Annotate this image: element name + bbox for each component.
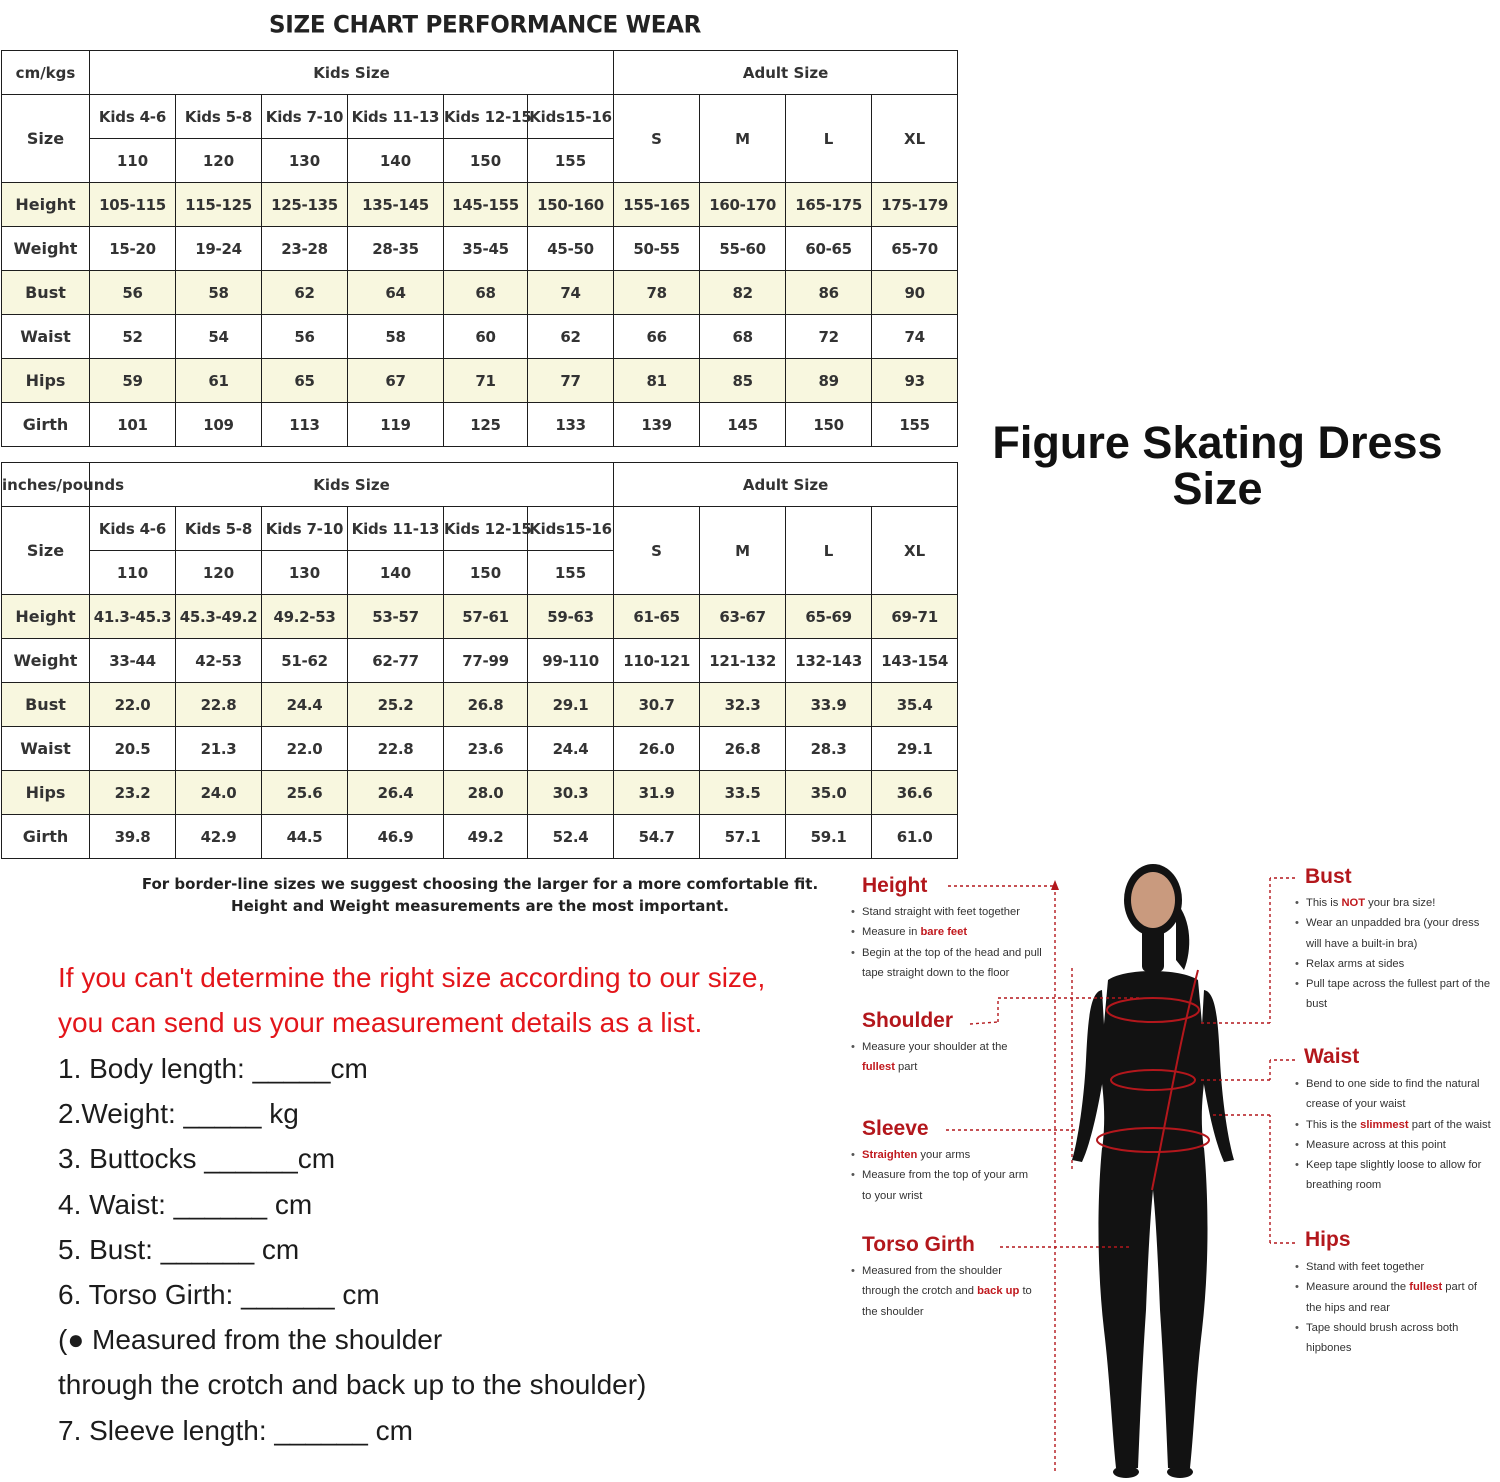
table-cell: 143-154 (872, 639, 958, 683)
guide-bullet-text: your bra size! (1365, 897, 1436, 909)
guide-bullet-text: Pull tape across the fullest part of the bust (1306, 978, 1491, 1011)
metric-size-table (1, 50, 958, 447)
guide-bullet (1297, 954, 1492, 974)
guide-bullet (1297, 893, 1492, 913)
table-cell: 65-70 (872, 227, 958, 271)
guide-sleeve-list (853, 1145, 1039, 1206)
guide-bullet (853, 1145, 1039, 1165)
adult-size-label: M (700, 95, 786, 183)
kids-size-label: Kids 7-10 (262, 95, 348, 139)
row-label: Height (2, 595, 90, 639)
table-cell: 63-67 (700, 595, 786, 639)
guide-bullet (853, 902, 1043, 922)
table-cell: 41.3-45.3 (90, 595, 176, 639)
table-cell: 23.6 (444, 727, 528, 771)
guide-bullet-highlight: Straighten (862, 1149, 918, 1161)
table-cell: 119 (348, 403, 444, 447)
table-cell: 68 (700, 315, 786, 359)
table-cell: 59.1 (786, 815, 872, 859)
table-cell: 78 (614, 271, 700, 315)
kids-size-number: 120 (176, 139, 262, 183)
table-row (2, 271, 958, 315)
table-cell: 26.0 (614, 727, 700, 771)
table-cell: 133 (528, 403, 614, 447)
guide-bullet-text: to the shoulder (862, 1285, 1032, 1318)
table-cell: 77-99 (444, 639, 528, 683)
row-label: Hips (2, 771, 90, 815)
adult-size-label: L (786, 95, 872, 183)
table-row (2, 403, 958, 447)
table-cell: 25.6 (262, 771, 348, 815)
table-cell: 49.2 (444, 815, 528, 859)
guide-bust-title: Bust (1305, 865, 1352, 888)
table-row (2, 639, 958, 683)
table-cell: 57.1 (700, 815, 786, 859)
table-cell: 36.6 (872, 771, 958, 815)
imperial-size-table (1, 462, 958, 859)
guide-bullet (1297, 974, 1492, 1015)
table-cell: 42.9 (176, 815, 262, 859)
guide-bullet-text: Measure in (862, 926, 921, 939)
table-cell: 23-28 (262, 227, 348, 271)
table-row (2, 359, 958, 403)
kids-size-label: Kids15-16 (528, 95, 614, 139)
guide-bullet (853, 922, 1043, 942)
table-cell: 57-61 (444, 595, 528, 639)
guide-bust-list (1297, 893, 1492, 1015)
table-row (2, 315, 958, 359)
guide-bullet-text: Wear an unpadded bra (your dress will have a built-in bra) (1306, 917, 1480, 950)
guide-shoulder-title: Shoulder (862, 1009, 954, 1032)
guide-bullet (1297, 1318, 1492, 1359)
table-cell: 60-65 (786, 227, 872, 271)
height-arrow (1051, 880, 1059, 890)
kids-size-number: 140 (348, 139, 444, 183)
adult-size-header: Adult Size (614, 463, 958, 507)
kids-size-label: Kids 11-13 (348, 507, 444, 551)
kids-size-header: Kids Size (90, 463, 614, 507)
table-row (2, 595, 958, 639)
guide-bullet-text: Tape should brush across both hipbones (1306, 1321, 1459, 1355)
kids-size-number: 130 (262, 551, 348, 595)
table-cell: 20.5 (90, 727, 176, 771)
row-label: Girth (2, 403, 90, 447)
guide-shoulder-list (853, 1037, 1023, 1078)
adult-size-label: XL (872, 95, 958, 183)
guide-bullet-text: Stand straight with feet together (862, 906, 1020, 918)
table-cell: 35.0 (786, 771, 872, 815)
table-cell: 139 (614, 403, 700, 447)
table-cell: 33.9 (786, 683, 872, 727)
adult-size-label: L (786, 507, 872, 595)
table-cell: 105-115 (90, 183, 176, 227)
table-cell: 50-55 (614, 227, 700, 271)
guide-bullet (853, 943, 1043, 984)
guide-bullet (1297, 913, 1492, 954)
guide-bullet-highlight: NOT (1341, 897, 1366, 909)
guide-bullet-text: Measure across at this point (1306, 1138, 1446, 1151)
table-cell: 56 (90, 271, 176, 315)
table-cell: 35-45 (444, 227, 528, 271)
table-cell: 39.8 (90, 815, 176, 859)
guide-bullet-highlight: slimmest (1360, 1118, 1409, 1131)
table-cell: 22.8 (176, 683, 262, 727)
measurement-list-item: 6. Torso Girth: ______ cm (58, 1278, 380, 1310)
table-cell: 53-57 (348, 595, 444, 639)
table-cell: 85 (700, 359, 786, 403)
table-cell: 93 (872, 359, 958, 403)
table-cell: 22.0 (90, 683, 176, 727)
table-cell: 32.3 (700, 683, 786, 727)
guide-bullet-text: part (894, 1061, 918, 1074)
table-cell: 28.0 (444, 771, 528, 815)
row-label: Bust (2, 271, 90, 315)
table-cell: 31.9 (614, 771, 700, 815)
guide-bullet-text: This is the (1306, 1118, 1361, 1131)
table-row (2, 727, 958, 771)
fit-note-line-1: For border-line sizes we suggest choosing the larger for a more comfortable fit. (141, 875, 819, 893)
table-cell: 74 (528, 271, 614, 315)
kids-size-number: 130 (262, 139, 348, 183)
table-cell: 30.3 (528, 771, 614, 815)
table-row (2, 771, 958, 815)
table-cell: 22.8 (348, 727, 444, 771)
row-label: Waist (2, 315, 90, 359)
table-cell: 64 (348, 271, 444, 315)
kids-size-number: 155 (528, 139, 614, 183)
table-cell: 24.0 (176, 771, 262, 815)
measurement-list-item: 2.Weight: _____ kg (58, 1098, 299, 1130)
table-cell: 109 (176, 403, 262, 447)
table-cell: 30.7 (614, 683, 700, 727)
table-cell: 113 (262, 403, 348, 447)
table-cell: 46.9 (348, 815, 444, 859)
adult-size-label: S (614, 507, 700, 595)
kids-size-number: 110 (90, 139, 176, 183)
table-cell: 145-155 (444, 183, 528, 227)
table-cell: 52.4 (528, 815, 614, 859)
table-cell: 72 (786, 315, 872, 359)
table-cell: 24.4 (262, 683, 348, 727)
table-cell: 61 (176, 359, 262, 403)
table-cell: 66 (614, 315, 700, 359)
adult-size-label: S (614, 95, 700, 183)
guide-bullet-text: Measure your shoulder at the (862, 1041, 1008, 1053)
intro-line-1: If you can't determine the right size according to our size, (58, 962, 766, 993)
guide-bullet-text: Measured from the shoulder through the crotch and (862, 1265, 1002, 1298)
row-label: Girth (2, 815, 90, 859)
table-cell: 28-35 (348, 227, 444, 271)
body-silhouette (1072, 864, 1234, 1478)
guide-bullet-text: Measure from the top of your arm to your wrist (862, 1169, 1029, 1202)
table-cell: 175-179 (872, 183, 958, 227)
size-row-label: Size (2, 95, 90, 183)
table-cell: 135-145 (348, 183, 444, 227)
guide-bullet-text: your arms (917, 1149, 971, 1161)
measurement-list-item: 1. Body length: _____cm (58, 1053, 368, 1084)
table-cell: 54.7 (614, 815, 700, 859)
table-cell: 74 (872, 315, 958, 359)
guide-bullet-text: part of the hips and rear (1306, 1281, 1478, 1314)
table-cell: 25.2 (348, 683, 444, 727)
table-cell: 89 (786, 359, 872, 403)
table-cell: 35.4 (872, 683, 958, 727)
guide-bullet-text: part of the waist (1408, 1118, 1491, 1131)
table-cell: 90 (872, 271, 958, 315)
measurement-list-item: 3. Buttocks ______cm (58, 1143, 336, 1175)
table-cell: 81 (614, 359, 700, 403)
table-cell: 26.8 (444, 683, 528, 727)
table-cell: 150-160 (528, 183, 614, 227)
guide-bullet-highlight: bare feet (920, 926, 968, 939)
measurement-list-item: 7. Sleeve length: ______ cm (58, 1414, 413, 1446)
table-row (2, 227, 958, 271)
table-cell: 71 (444, 359, 528, 403)
table-cell: 56 (262, 315, 348, 359)
guide-bullet (1297, 1074, 1497, 1115)
face (1131, 872, 1175, 928)
kids-size-label: Kids 5-8 (176, 507, 262, 551)
guide-bullet-text: Stand with feet together (1306, 1261, 1425, 1273)
guide-bullet-text: Bend to one side to find the natural crease of your waist (1306, 1078, 1480, 1111)
guide-waist-list (1297, 1074, 1497, 1196)
table-cell: 22.0 (262, 727, 348, 771)
table-cell: 121-132 (700, 639, 786, 683)
adult-size-label: M (700, 507, 786, 595)
table-cell: 58 (348, 315, 444, 359)
guide-bullet-text: Keep tape slightly loose to allow for breathing room (1306, 1159, 1482, 1192)
kids-size-label: Kids 4-6 (90, 95, 176, 139)
table-cell: 132-143 (786, 639, 872, 683)
table-cell: 155 (872, 403, 958, 447)
table-cell: 26.4 (348, 771, 444, 815)
kids-size-label: Kids 12-15 (444, 95, 528, 139)
measurement-list-item: (● Measured from the shoulder (58, 1324, 443, 1356)
row-label: Height (2, 183, 90, 227)
kids-size-number: 140 (348, 551, 444, 595)
guide-bullet-highlight: back up (977, 1285, 1020, 1298)
guide-height-title: Height (862, 874, 928, 897)
kids-size-label: Kids 5-8 (176, 95, 262, 139)
table-cell: 99-110 (528, 639, 614, 683)
table-cell: 42-53 (176, 639, 262, 683)
table-cell: 125-135 (262, 183, 348, 227)
table-row (2, 815, 958, 859)
guide-bullet (1297, 1115, 1497, 1135)
table-cell: 26.8 (700, 727, 786, 771)
measurement-list-item: through the crotch and back up to the shoulder) (58, 1369, 647, 1401)
guide-height-list (853, 902, 1043, 983)
guide-bullet-text: Measure around the (1306, 1281, 1410, 1294)
guide-waist-title: Waist (1304, 1045, 1360, 1068)
table-cell: 44.5 (262, 815, 348, 859)
guide-bullet (853, 1165, 1039, 1206)
table-cell: 68 (444, 271, 528, 315)
table-cell: 160-170 (700, 183, 786, 227)
measurement-list (58, 1046, 818, 1453)
row-label: Bust (2, 683, 90, 727)
guide-bullet (1297, 1277, 1492, 1318)
adult-size-header: Adult Size (614, 51, 958, 95)
kids-size-label: Kids 12-15 (444, 507, 528, 551)
table-cell: 62 (262, 271, 348, 315)
kids-size-number: 120 (176, 551, 262, 595)
table-cell: 29.1 (872, 727, 958, 771)
table-cell: 52 (90, 315, 176, 359)
corner-units-label: inches/pounds (2, 463, 90, 507)
measurement-intro (58, 955, 818, 1045)
table-cell: 101 (90, 403, 176, 447)
guide-bullet-text: Relax arms at sides (1306, 957, 1405, 970)
size-row-label: Size (2, 507, 90, 595)
table-cell: 59-63 (528, 595, 614, 639)
table-row (2, 183, 958, 227)
table-cell: 115-125 (176, 183, 262, 227)
guide-bullet (853, 1261, 1033, 1322)
chart-title: SIZE CHART PERFORMANCE WEAR (268, 11, 702, 39)
row-label: Hips (2, 359, 90, 403)
table-cell: 49.2-53 (262, 595, 348, 639)
table-cell: 62 (528, 315, 614, 359)
table-row (2, 683, 958, 727)
guide-bullet-highlight: fullest (1409, 1281, 1443, 1294)
table-cell: 67 (348, 359, 444, 403)
row-label: Waist (2, 727, 90, 771)
guide-bullet (1297, 1155, 1497, 1196)
guide-bullet-text: Begin at the top of the head and pull tape straight down to the floor (862, 946, 1042, 979)
table-cell: 19-24 (176, 227, 262, 271)
guide-bullet-highlight: fullest (862, 1061, 895, 1074)
table-cell: 82 (700, 271, 786, 315)
table-cell: 45.3-49.2 (176, 595, 262, 639)
table-cell: 33-44 (90, 639, 176, 683)
kids-size-number: 150 (444, 551, 528, 595)
kids-size-label: Kids15-16 (528, 507, 614, 551)
table-cell: 150 (786, 403, 872, 447)
table-cell: 86 (786, 271, 872, 315)
intro-line-2: you can send us your measurement details as a list. (58, 1007, 703, 1038)
table-cell: 65-69 (786, 595, 872, 639)
measurement-list-item: 4. Waist: ______ cm (58, 1188, 313, 1220)
guide-bullet-text: This is (1306, 897, 1342, 909)
table-cell: 77 (528, 359, 614, 403)
table-cell: 21.3 (176, 727, 262, 771)
guide-bullet (853, 1037, 1023, 1078)
guide-hips-list (1297, 1257, 1492, 1358)
kids-size-label: Kids 4-6 (90, 507, 176, 551)
table-cell: 15-20 (90, 227, 176, 271)
guide-bullet (1297, 1135, 1497, 1155)
kids-size-number: 155 (528, 551, 614, 595)
table-cell: 125 (444, 403, 528, 447)
table-cell: 58 (176, 271, 262, 315)
table-cell: 51-62 (262, 639, 348, 683)
table-cell: 145 (700, 403, 786, 447)
guide-torso-title: Torso Girth (862, 1233, 975, 1256)
table-cell: 23.2 (90, 771, 176, 815)
table-cell: 54 (176, 315, 262, 359)
guide-bullet (1297, 1257, 1492, 1277)
fit-note (0, 873, 960, 917)
table-cell: 62-77 (348, 639, 444, 683)
table-cell: 61-65 (614, 595, 700, 639)
table-cell: 155-165 (614, 183, 700, 227)
table-cell: 45-50 (528, 227, 614, 271)
guide-sleeve-title: Sleeve (862, 1117, 929, 1140)
fit-note-line-2: Height and Weight measurements are the most important. (231, 897, 729, 915)
kids-size-number: 110 (90, 551, 176, 595)
table-cell: 59 (90, 359, 176, 403)
kids-size-label: Kids 7-10 (262, 507, 348, 551)
row-label: Weight (2, 639, 90, 683)
table-cell: 28.3 (786, 727, 872, 771)
guide-hips-title: Hips (1305, 1228, 1351, 1251)
table-cell: 33.5 (700, 771, 786, 815)
table-cell: 110-121 (614, 639, 700, 683)
corner-units-label: cm/kgs (2, 51, 90, 95)
table-cell: 60 (444, 315, 528, 359)
table-cell: 69-71 (872, 595, 958, 639)
kids-size-number: 150 (444, 139, 528, 183)
kids-size-label: Kids 11-13 (348, 95, 444, 139)
kids-size-header: Kids Size (90, 51, 614, 95)
table-cell: 165-175 (786, 183, 872, 227)
adult-size-label: XL (872, 507, 958, 595)
table-cell: 29.1 (528, 683, 614, 727)
measurement-list-item: 5. Bust: ______ cm (58, 1233, 300, 1265)
table-cell: 55-60 (700, 227, 786, 271)
table-cell: 65 (262, 359, 348, 403)
guide-torso-list (853, 1261, 1033, 1322)
row-label: Weight (2, 227, 90, 271)
table-cell: 61.0 (872, 815, 958, 859)
figure-skating-title: Figure Skating Dress Size (992, 417, 1443, 514)
table-cell: 24.4 (528, 727, 614, 771)
